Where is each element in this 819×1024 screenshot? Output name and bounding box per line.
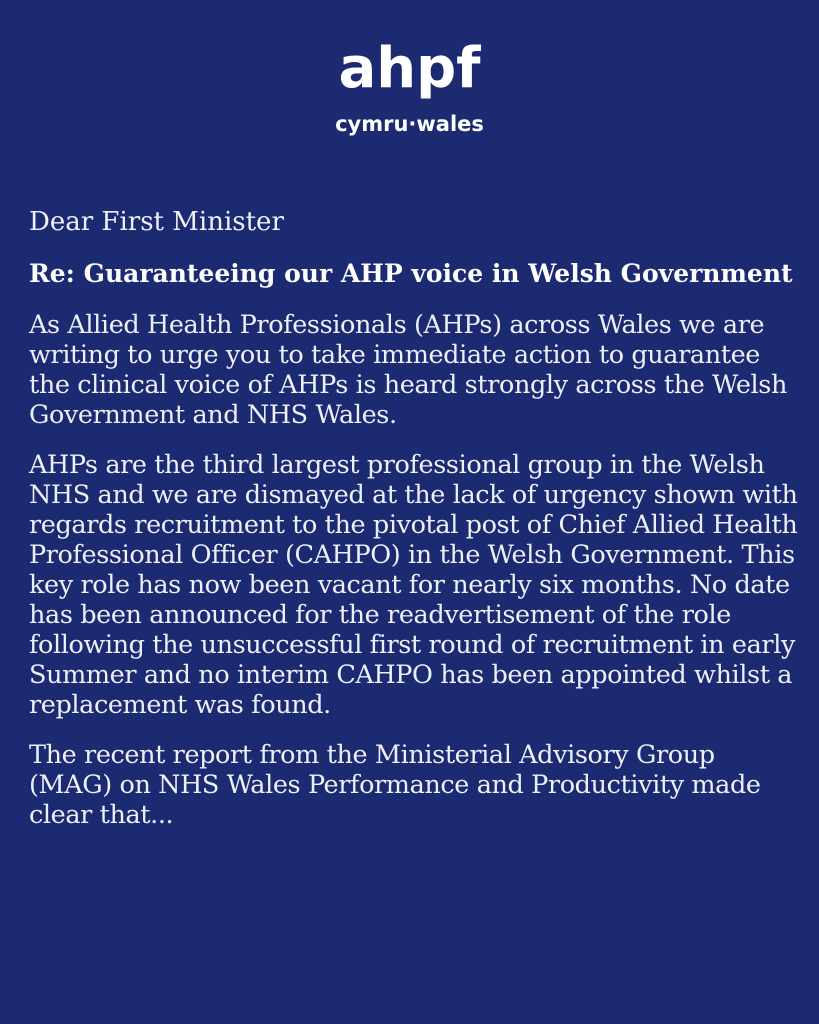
letter-subject: Re: Guaranteeing our AHP voice in Welsh Government xyxy=(29,259,793,288)
logo-subtitle: cymru·wales xyxy=(335,112,484,136)
ahpf-logo xyxy=(0,34,819,138)
logo-wordmark: ahpf xyxy=(338,36,481,101)
paragraph-3: The recent report from the Ministerial Advisory Group (MAG) on NHS Wales Performance and Productivity made clear that... xyxy=(29,740,761,830)
paragraph-2: AHPs are the third largest professional group in the Welsh NHS and we are dismayed at the lack of urgency shown with regards recruitment to the pivotal post of Chief Allied Health Professional Officer (CAHPO) in the Welsh Government. This key role has now been vacant for nearly six months. No date has been announced for the readvertisement of the role following the unsuccessful first round of recruitment in early Summer and no interim CAHPO has been appointed whilst a replacement was found. xyxy=(29,450,798,720)
letter-body xyxy=(29,206,799,850)
paragraph-1: As Allied Health Professionals (AHPs) across Wales we are writing to urge you to take immediate action to guarantee the clinical voice of AHPs is heard strongly across the Welsh Government and NHS Wales. xyxy=(29,310,788,430)
salutation: Dear First Minister xyxy=(29,207,284,237)
